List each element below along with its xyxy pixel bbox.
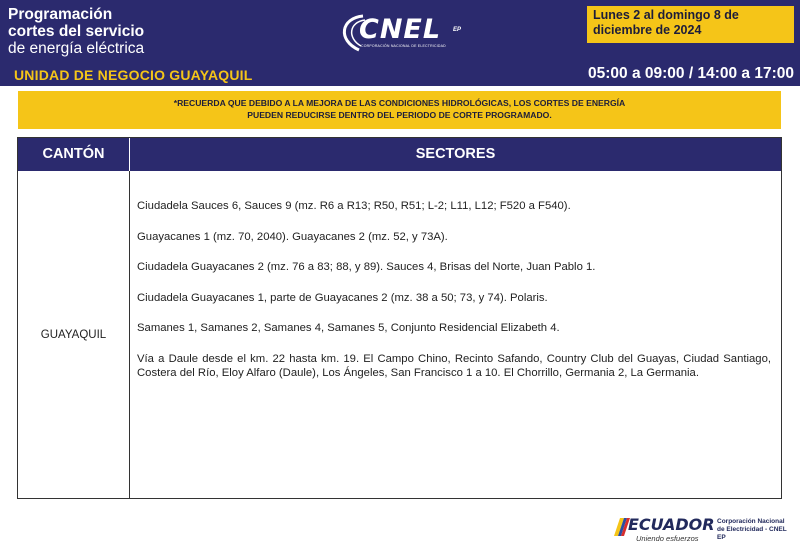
sector-item: Ciudadela Guayacanes 2 (mz. 76 a 83; 88, y 89). Sauces 4, Brisas del Norte, Juan Pablo 1. bbox=[137, 261, 596, 273]
sector-item: Vía a Daule desde el km. 22 hasta km. 19. El Campo Chino, Recinto Safando, Country Club del Guayas, Ciudad Santiago, Costera del Río, Eloy Alfaro (Daule), Los Ángeles, San Francisco 1 a 10. El Chorrillo, Germania 2, La Germania. bbox=[137, 352, 771, 379]
cnel-logo-text: CNEL bbox=[359, 14, 442, 45]
corp-line-1: Corporación Nacional bbox=[717, 518, 785, 525]
title-line-2: cortes del servicio bbox=[8, 23, 145, 40]
notice-line-1: *RECUERDA QUE DEBIDO A LA MEJORA DE LAS CONDICIONES HIDROLÓGICAS, LOS CORTES DE ENERGÍA bbox=[173, 98, 626, 108]
sector-item: Ciudadela Sauces 6, Sauces 9 (mz. R6 a R13; R50, R51; L-2; L11, L12; F520 a F540). bbox=[137, 200, 571, 212]
corp-line-2: de Electricidad - CNEL EP bbox=[717, 526, 787, 541]
sector-item: Ciudadela Guayacanes 1, parte de Guayacanes 2 (mz. 38 a 50; 73, y 74). Polaris. bbox=[137, 291, 548, 304]
ecuador-slogan: Uniendo esfuerzos bbox=[636, 534, 699, 543]
cnel-logo-subtitle: CORPORACIÓN NACIONAL DE ELECTRICIDAD bbox=[361, 44, 446, 48]
sectores-cell bbox=[137, 199, 771, 397]
ecuador-wordmark: ECUADOR bbox=[628, 515, 715, 534]
sector-item: Guayacanes 1 (mz. 70, 2040). Guayacanes 2 (mz. 52, y 73A). bbox=[137, 230, 448, 243]
table-body bbox=[18, 171, 781, 498]
header-title bbox=[8, 6, 144, 57]
column-header-sectores: SECTORES bbox=[415, 146, 496, 162]
ecuador-footer-logo bbox=[610, 514, 795, 544]
sector-item: Samanes 1, Samanes 2, Samanes 4, Samanes 5, Conjunto Residencial Elizabeth 4. bbox=[137, 322, 560, 334]
business-unit-label: UNIDAD DE NEGOCIO GUAYAQUIL bbox=[14, 67, 253, 83]
cnel-logo-ep: EP bbox=[453, 27, 462, 33]
notice-line-2: PUEDEN REDUCIRSE DENTRO DEL PERIODO DE CORTE PROGRAMADO. bbox=[247, 110, 552, 120]
column-divider bbox=[129, 171, 130, 498]
cnel-logo bbox=[335, 10, 475, 56]
canton-cell bbox=[18, 171, 129, 498]
table-header bbox=[18, 138, 781, 171]
cnel-corporation-label bbox=[717, 518, 795, 542]
canton-name: GUAYAQUIL bbox=[40, 328, 107, 341]
date-range-line-1: Lunes 2 al domingo 8 de bbox=[593, 8, 739, 22]
header-banner bbox=[0, 0, 800, 86]
notice-banner bbox=[18, 91, 781, 129]
date-range-box bbox=[587, 6, 794, 43]
date-range-line-2: diciembre de 2024 bbox=[593, 23, 702, 37]
title-line-3: de energía eléctrica bbox=[8, 40, 145, 57]
outage-table bbox=[17, 137, 782, 499]
schedule-hours: 05:00 a 09:00 / 14:00 a 17:00 bbox=[588, 65, 794, 82]
title-line-1: Programación bbox=[8, 6, 113, 23]
column-header-canton: CANTÓN bbox=[18, 138, 130, 171]
